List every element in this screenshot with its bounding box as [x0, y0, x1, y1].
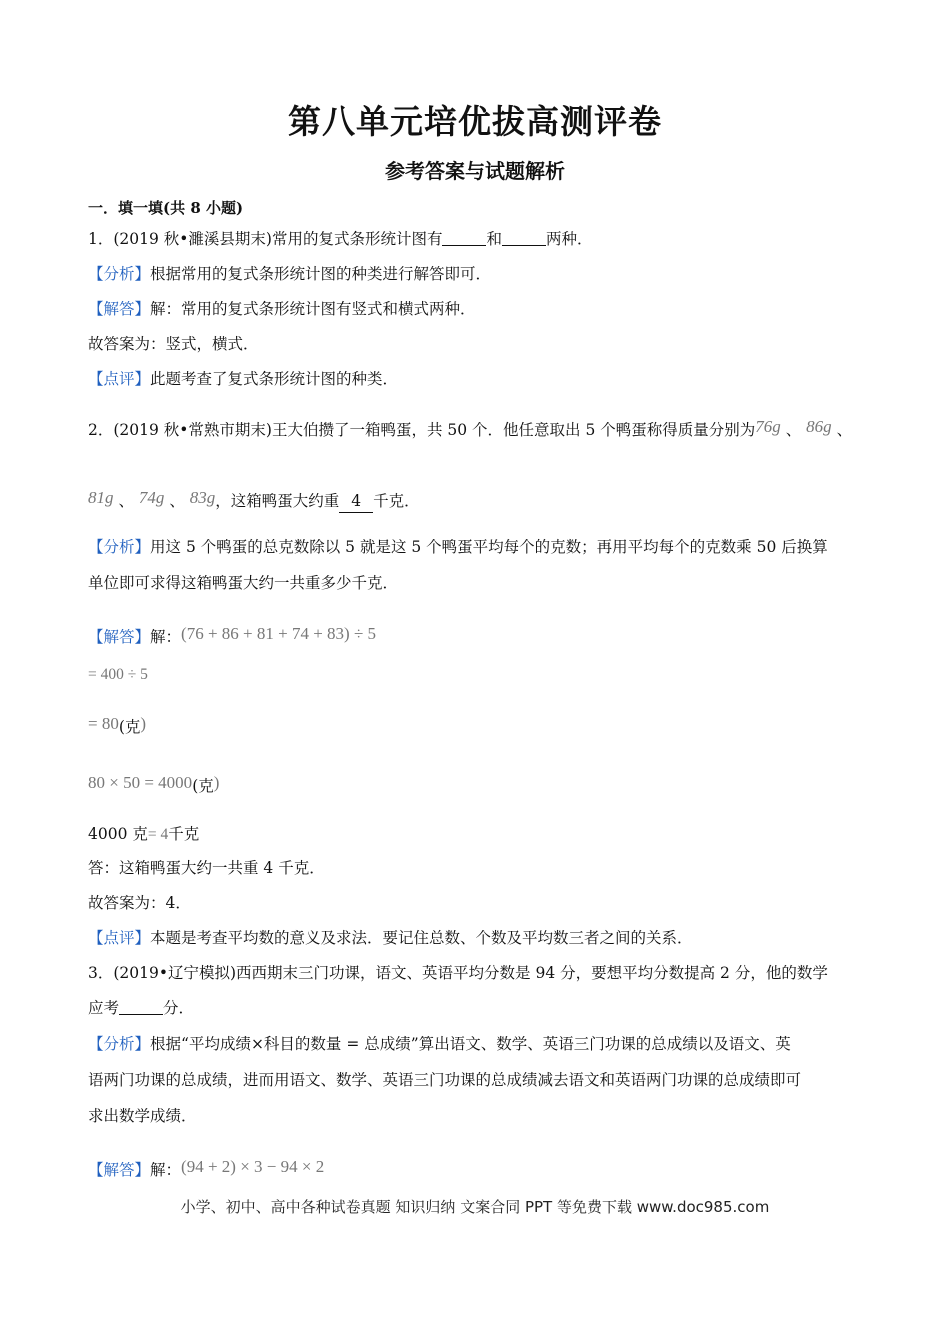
- q2-step-3-unit: (克: [118, 718, 141, 736]
- q2-mass-3: 81g: [88, 488, 114, 507]
- q2-sep: 、: [836, 421, 853, 439]
- page-title: 第八单元培优拔高测评卷: [288, 102, 662, 141]
- q2-prefix: 2．(2019 秋•常熟市期末)王大伯攒了一箱鸭蛋，共 50 个．他任意取出 5 个鸭蛋称得质量分别为: [88, 421, 756, 439]
- q3-analysis-text-1: 根据“平均成绩×科目的数量 = 总成绩”算出语文、数学、英语三门功课的总成绩以及语文、英: [150, 1035, 791, 1053]
- q1-solution: [88, 298, 476, 320]
- q3-analysis-2: 语两门功课的总成绩，进而用语文、数学、英语三门功课的总成绩减去语文和英语两门功课的总成绩即可: [88, 1071, 802, 1089]
- q3-solution: [88, 1156, 324, 1181]
- analysis-tag: 【分析】: [88, 538, 151, 556]
- q2-step-4-unit: (克: [192, 777, 214, 795]
- q2-sep: 、: [785, 421, 802, 439]
- q2-analysis-1: [88, 536, 828, 558]
- q2-solution: [88, 623, 376, 648]
- q3-analysis-1: [88, 1033, 791, 1055]
- q2-step-5-a: 4000 克: [88, 825, 148, 843]
- q2-step-1: (76 + 86 + 81 + 74 + 83) ÷ 5: [181, 624, 377, 643]
- q2-mass-4: 74g: [138, 488, 165, 507]
- q1-comment-text: 此题考查了复式条形统计图的种类．: [150, 370, 399, 388]
- q2-step-2-math: = 400 ÷ 5: [88, 666, 148, 683]
- q2-step-3-math: = 80: [88, 714, 119, 733]
- q2-line2-suffix: ，这箱鸭蛋大约重: [215, 492, 340, 510]
- analysis-tag: 【分析】: [88, 1035, 151, 1053]
- section-heading: 一．填一填(共 8 小题): [88, 199, 244, 217]
- q3-solution-lead: 解：: [150, 1161, 182, 1179]
- page-subtitle: 参考答案与试题解析: [385, 159, 565, 183]
- q2-step-2: [88, 663, 148, 686]
- q2-step-5-math: = 4: [147, 826, 169, 843]
- q2-step-4: [88, 772, 219, 797]
- q3-blank: [119, 998, 163, 1015]
- q2-mass-2: 86g: [806, 417, 832, 436]
- q1-analysis: [88, 263, 491, 285]
- q2-comment: [88, 927, 693, 949]
- q1-suffix: 两种．: [546, 230, 593, 248]
- q2-step-3: [88, 713, 146, 738]
- q1-prefix: 1．(2019 秋•濉溪县期末)常用的复式条形统计图有: [88, 230, 443, 248]
- q3-line2-suffix: 分．: [163, 999, 195, 1017]
- q3-stem-line-2: [88, 997, 194, 1019]
- q1-answer: 故答案为：竖式，横式．: [88, 335, 259, 353]
- q2-solution-lead: 解：: [150, 628, 182, 646]
- q1-blank-2: [502, 229, 546, 246]
- q2-answer: 故答案为：4．: [88, 894, 191, 912]
- comment-tag: 【点评】: [88, 929, 151, 947]
- q1-stem: [88, 228, 593, 250]
- q2-answer-fill: 4: [339, 490, 373, 513]
- q2-comment-text: 本题是考查平均数的意义及求法．要记住总数、个数及平均数三者之间的关系．: [150, 929, 693, 947]
- q2-analysis-2: 单位即可求得这箱鸭蛋大约一共重多少千克．: [88, 574, 399, 592]
- q1-blank-1: [442, 229, 486, 246]
- q3-step-1: (94 + 2) × 3 − 94 × 2: [181, 1157, 325, 1176]
- q2-sep: 、: [169, 492, 185, 510]
- footer-banner: 小学、初中、高中各种试卷真题 知识归纳 文案合同 PPT 等免费下载 www.doc985.com: [180, 1198, 770, 1216]
- q1-analysis-text: 根据常用的复式条形统计图的种类进行解答即可．: [150, 265, 492, 283]
- analysis-tag: 【分析】: [88, 265, 151, 283]
- q1-comment: [88, 368, 398, 390]
- q2-mass-1: 76g: [755, 417, 781, 436]
- q3-line2-prefix: 应考: [88, 999, 120, 1017]
- q1-solution-text: 解：常用的复式条形统计图有竖式和横式两种．: [150, 300, 476, 318]
- solution-tag: 【解答】: [88, 628, 151, 646]
- q3-stem-line-1: 3．(2019•辽宁模拟)西西期末三门功课，语文、英语平均分数是 94 分，要想平均分数提高 2 分，他的数学: [88, 964, 828, 982]
- comment-tag: 【点评】: [88, 370, 151, 388]
- q2-answer-line: 答：这箱鸭蛋大约一共重 4 千克．: [88, 859, 325, 877]
- q2-step-4-math: 80 × 50 = 4000: [88, 773, 193, 792]
- q1-mid: 和: [486, 230, 502, 248]
- q2-step-5: [88, 823, 199, 846]
- solution-tag: 【解答】: [88, 1161, 151, 1179]
- q2-analysis-text-1: 用这 5 个鸭蛋的总克数除以 5 就是这 5 个鸭蛋平均每个的克数；再用平均每个的克数乘 50 后换算: [150, 538, 828, 556]
- q2-step-3-close: ): [140, 714, 147, 733]
- q2-mass-5: 83g: [189, 488, 216, 507]
- q2-step-5-c: 千克: [168, 825, 200, 843]
- q2-step-4-close: ): [213, 773, 220, 792]
- q2-stem-line-2: [88, 487, 420, 513]
- solution-tag: 【解答】: [88, 300, 151, 318]
- q2-stem-line-1: [88, 416, 852, 441]
- q3-analysis-3: 求出数学成绩．: [88, 1107, 197, 1125]
- q2-unit: 千克．: [373, 492, 420, 510]
- q2-sep: 、: [118, 492, 134, 510]
